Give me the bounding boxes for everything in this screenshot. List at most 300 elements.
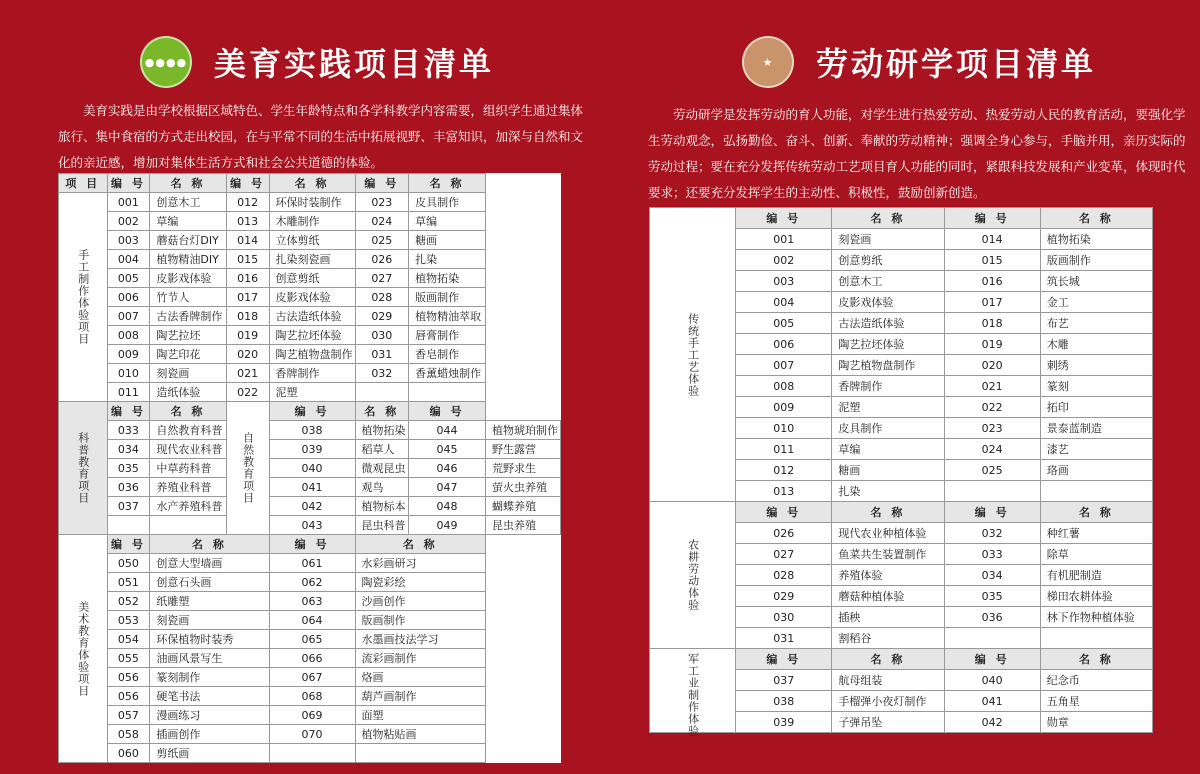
col-name: 名 称 xyxy=(150,402,226,421)
item-name: 环保植物时装秀 xyxy=(150,630,269,649)
category-art: 美术教育体验项目 xyxy=(59,535,108,763)
table-row xyxy=(650,502,1153,523)
item-number: 013 xyxy=(736,481,832,502)
item-name: 创意木工 xyxy=(150,193,226,212)
item-number: 010 xyxy=(736,418,832,439)
item-number: 023 xyxy=(944,418,1040,439)
item-name: 香牌制作 xyxy=(269,364,355,383)
item-number: 004 xyxy=(107,250,150,269)
item-number: 013 xyxy=(226,212,269,231)
item-number: 012 xyxy=(226,193,269,212)
item-name: 植物琥珀制作 xyxy=(486,421,561,440)
item-name: 陶艺拉坯体验 xyxy=(269,326,355,345)
item-name: 创意剪纸 xyxy=(269,269,355,288)
item-number: 062 xyxy=(269,573,355,592)
item-number: 030 xyxy=(355,326,409,345)
item-name: 稻草人 xyxy=(355,440,409,459)
item-number: 019 xyxy=(944,334,1040,355)
item-number: 024 xyxy=(355,212,409,231)
col-name: 名 称 xyxy=(269,174,355,193)
item-name: 漫画练习 xyxy=(150,706,269,725)
item-name: 植物精油DIY xyxy=(150,250,226,269)
item-name: 古法造纸体验 xyxy=(269,307,355,326)
item-number: 050 xyxy=(107,554,150,573)
item-name: 割稻谷 xyxy=(832,628,944,649)
item-name: 陶艺植物盘制作 xyxy=(832,355,944,376)
item-number: 042 xyxy=(944,712,1040,733)
table-row xyxy=(59,383,561,402)
item-number: 025 xyxy=(944,460,1040,481)
item-name: 古法香牌制作 xyxy=(150,307,226,326)
item-number: 019 xyxy=(226,326,269,345)
item-name: 现代农业科普 xyxy=(150,440,226,459)
item-number: 069 xyxy=(269,706,355,725)
item-number: 032 xyxy=(944,523,1040,544)
table-row xyxy=(59,573,561,592)
item-number: 041 xyxy=(944,691,1040,712)
item-name: 水墨画技法学习 xyxy=(355,630,485,649)
table-row xyxy=(59,440,561,459)
item-name: 纸雕塑 xyxy=(150,592,269,611)
item-name: 版画制作 xyxy=(1040,250,1152,271)
item-name: 养殖体验 xyxy=(832,565,944,586)
item-number: 025 xyxy=(355,231,409,250)
table-row xyxy=(59,250,561,269)
item-name xyxy=(150,516,226,535)
item-number: 001 xyxy=(736,229,832,250)
item-number: 009 xyxy=(107,345,150,364)
item-name: 陶瓷彩绘 xyxy=(355,573,485,592)
table-row xyxy=(59,592,561,611)
item-number xyxy=(944,481,1040,502)
item-number: 020 xyxy=(944,355,1040,376)
col-name: 名 称 xyxy=(1040,208,1152,229)
item-name: 木雕 xyxy=(1040,334,1152,355)
item-number: 066 xyxy=(269,649,355,668)
table-row xyxy=(59,706,561,725)
item-number: 007 xyxy=(107,307,150,326)
item-number: 058 xyxy=(107,725,150,744)
item-name: 立体剪纸 xyxy=(269,231,355,250)
item-number: 038 xyxy=(269,421,355,440)
item-name: 金工 xyxy=(1040,292,1152,313)
col-num: 编 号 xyxy=(107,535,150,554)
item-name: 纪念币 xyxy=(1040,670,1152,691)
item-number: 033 xyxy=(107,421,150,440)
item-name: 唇膏制作 xyxy=(409,326,486,345)
col-num: 编 号 xyxy=(226,174,269,193)
item-name: 航母组装 xyxy=(832,670,944,691)
item-number: 061 xyxy=(269,554,355,573)
table-row xyxy=(59,554,561,573)
col-num: 编 号 xyxy=(736,649,832,670)
item-number: 003 xyxy=(736,271,832,292)
col-name: 名 称 xyxy=(409,174,486,193)
item-number: 063 xyxy=(269,592,355,611)
item-number: 024 xyxy=(944,439,1040,460)
item-number: 028 xyxy=(736,565,832,586)
item-name: 草编 xyxy=(409,212,486,231)
item-number: 037 xyxy=(736,670,832,691)
table-row xyxy=(650,649,1153,670)
aesthetic-header xyxy=(140,34,494,90)
item-name: 香牌制作 xyxy=(832,376,944,397)
item-name: 版画制作 xyxy=(409,288,486,307)
item-name: 皮具制作 xyxy=(409,193,486,212)
item-name: 昆虫科普 xyxy=(355,516,409,535)
table-row xyxy=(59,725,561,744)
item-name: 陶艺印花 xyxy=(150,345,226,364)
item-number: 044 xyxy=(409,421,486,440)
item-number xyxy=(944,628,1040,649)
item-name: 流彩画制作 xyxy=(355,649,485,668)
labor-title: 劳动研学项目清单 xyxy=(816,45,1097,83)
item-number: 034 xyxy=(944,565,1040,586)
item-name: 微观昆虫 xyxy=(355,459,409,478)
item-name: 篆刻 xyxy=(1040,376,1152,397)
table-row xyxy=(59,345,561,364)
item-number: 008 xyxy=(107,326,150,345)
table-row xyxy=(59,630,561,649)
col-num: 编 号 xyxy=(944,208,1040,229)
item-name: 水彩画研习 xyxy=(355,554,485,573)
labor-header xyxy=(742,34,1096,90)
item-number: 046 xyxy=(409,459,486,478)
item-number: 004 xyxy=(736,292,832,313)
item-name: 皮影戏体验 xyxy=(269,288,355,307)
item-name: 五角星 xyxy=(1040,691,1152,712)
table-row xyxy=(59,421,561,440)
item-number: 035 xyxy=(107,459,150,478)
item-number: 022 xyxy=(944,397,1040,418)
item-name: 篆刻制作 xyxy=(150,668,269,687)
item-name: 植物标本 xyxy=(355,497,409,516)
table-row xyxy=(59,516,561,535)
table-row xyxy=(59,326,561,345)
col-num: 编 号 xyxy=(355,174,409,193)
item-number xyxy=(107,516,150,535)
item-name: 竹节人 xyxy=(150,288,226,307)
item-number: 040 xyxy=(944,670,1040,691)
children-logo-icon: ●●●● xyxy=(140,36,192,88)
item-number: 056 xyxy=(107,687,150,706)
item-name: 除草 xyxy=(1040,544,1152,565)
col-num: 编 号 xyxy=(944,649,1040,670)
item-name: 植物精油萃取 xyxy=(409,307,486,326)
item-number: 021 xyxy=(226,364,269,383)
category-farming: 农耕劳动体验 xyxy=(650,502,736,649)
item-number: 047 xyxy=(409,478,486,497)
item-number: 027 xyxy=(736,544,832,565)
item-name: 版画制作 xyxy=(355,611,485,630)
item-name: 刺绣 xyxy=(1040,355,1152,376)
item-name: 插画创作 xyxy=(150,725,269,744)
item-name: 蝴蝶养殖 xyxy=(486,497,561,516)
table-row xyxy=(59,687,561,706)
item-number: 017 xyxy=(944,292,1040,313)
item-number: 035 xyxy=(944,586,1040,607)
item-name: 皮具制作 xyxy=(832,418,944,439)
item-name: 养殖业科普 xyxy=(150,478,226,497)
item-number: 031 xyxy=(736,628,832,649)
labor-intro: 劳动研学是发挥劳动的育人功能，对学生进行热爱劳动、热爱劳动人民的教育活动，要强化学生劳动观念，弘扬勤俭、奋斗、创新、奉献的劳动精神；强调全身心参与，手脑并用，亲历实际的劳动过程；要在充分发挥传统劳动工艺项目育人功能的同时，紧跟科技发展和产业变革，体现时代要求；还要充分发挥学生的主动性、积极性，鼓励创新创造。 xyxy=(648,107,1186,200)
item-name: 香皂制作 xyxy=(409,345,486,364)
item-name: 油画风景写生 xyxy=(150,649,269,668)
item-number: 039 xyxy=(736,712,832,733)
item-name: 种红薯 xyxy=(1040,523,1152,544)
aesthetic-table xyxy=(58,173,561,763)
item-number: 037 xyxy=(107,497,150,516)
item-name: 水产养殖科普 xyxy=(150,497,226,516)
item-number: 002 xyxy=(736,250,832,271)
item-number: 040 xyxy=(269,459,355,478)
item-name: 拓印 xyxy=(1040,397,1152,418)
col-num: 编 号 xyxy=(736,502,832,523)
item-number: 026 xyxy=(355,250,409,269)
item-name: 荒野求生 xyxy=(486,459,561,478)
table-row xyxy=(59,668,561,687)
item-number: 007 xyxy=(736,355,832,376)
item-number: 015 xyxy=(226,250,269,269)
item-name: 昆虫养殖 xyxy=(486,516,561,535)
item-name: 葫芦画制作 xyxy=(355,687,485,706)
item-name xyxy=(1040,481,1152,502)
item-number: 056 xyxy=(107,668,150,687)
item-number: 057 xyxy=(107,706,150,725)
item-name: 刻瓷画 xyxy=(832,229,944,250)
col-num: 编 号 xyxy=(269,535,355,554)
item-number: 036 xyxy=(107,478,150,497)
item-number: 053 xyxy=(107,611,150,630)
labor-table xyxy=(649,207,1153,737)
item-name: 布艺 xyxy=(1040,313,1152,334)
item-number: 028 xyxy=(355,288,409,307)
col-num: 编 号 xyxy=(269,402,355,421)
col-name: 名 称 xyxy=(355,535,485,554)
col-num: 编 号 xyxy=(409,402,486,421)
aesthetic-intro: 美育实践是由学校根据区域特色、学生年龄特点和各学科教学内容需要，组织学生通过集体旅行、集中食宿的方式走出校园，在与平常不同的生活中拓展视野、丰富知识，加深与自然和文化的亲近感，增加对集体生活方式和社会公共道德的体验。 xyxy=(58,103,584,170)
item-number: 018 xyxy=(944,313,1040,334)
item-number: 039 xyxy=(269,440,355,459)
item-number: 031 xyxy=(355,345,409,364)
item-name: 筑长城 xyxy=(1040,271,1152,292)
item-number: 012 xyxy=(736,460,832,481)
item-name: 糖画 xyxy=(832,460,944,481)
item-name: 古法造纸体验 xyxy=(832,313,944,334)
item-number: 036 xyxy=(944,607,1040,628)
item-number: 045 xyxy=(409,440,486,459)
table-row xyxy=(650,208,1153,229)
item-number: 048 xyxy=(409,497,486,516)
item-name: 皮影戏体验 xyxy=(150,269,226,288)
item-number: 054 xyxy=(107,630,150,649)
table-row xyxy=(59,744,561,763)
item-name: 皮影戏体验 xyxy=(832,292,944,313)
item-name: 景泰蓝制造 xyxy=(1040,418,1152,439)
item-name: 沙画创作 xyxy=(355,592,485,611)
item-number: 014 xyxy=(944,229,1040,250)
item-name: 野生露营 xyxy=(486,440,561,459)
item-name: 香薰蜡烛制作 xyxy=(409,364,486,383)
table-row xyxy=(59,288,561,307)
item-number: 015 xyxy=(944,250,1040,271)
item-name: 烙画 xyxy=(355,668,485,687)
col-name: 名 称 xyxy=(150,174,226,193)
item-number xyxy=(355,383,409,402)
item-number: 041 xyxy=(269,478,355,497)
col-num: 编 号 xyxy=(107,402,150,421)
item-name: 植物拓染 xyxy=(409,269,486,288)
item-name: 环保时装制作 xyxy=(269,193,355,212)
item-name: 鱼菜共生装置制作 xyxy=(832,544,944,565)
item-number: 052 xyxy=(107,592,150,611)
item-name: 草编 xyxy=(832,439,944,460)
item-name: 植物粘贴画 xyxy=(355,725,485,744)
table-row xyxy=(59,649,561,668)
item-name: 现代农业种植体验 xyxy=(832,523,944,544)
item-name: 中草药科普 xyxy=(150,459,226,478)
item-name: 创意大型墙画 xyxy=(150,554,269,573)
item-number: 026 xyxy=(736,523,832,544)
item-number: 055 xyxy=(107,649,150,668)
table-row xyxy=(59,478,561,497)
item-name: 扎染 xyxy=(409,250,486,269)
item-number: 032 xyxy=(355,364,409,383)
item-number: 018 xyxy=(226,307,269,326)
col-num: 编 号 xyxy=(736,208,832,229)
category-traditional: 传统手工艺体验 xyxy=(650,208,736,502)
item-number: 005 xyxy=(736,313,832,334)
item-number: 002 xyxy=(107,212,150,231)
item-number: 070 xyxy=(269,725,355,744)
item-name: 刻瓷画 xyxy=(150,364,226,383)
item-number: 029 xyxy=(355,307,409,326)
item-number: 006 xyxy=(107,288,150,307)
item-name: 漆艺 xyxy=(1040,439,1152,460)
item-name: 自然教育科普 xyxy=(150,421,226,440)
item-number: 038 xyxy=(736,691,832,712)
item-number: 049 xyxy=(409,516,486,535)
item-number: 029 xyxy=(736,586,832,607)
item-name: 植物拓染 xyxy=(355,421,409,440)
item-name: 珞画 xyxy=(1040,460,1152,481)
item-name: 观鸟 xyxy=(355,478,409,497)
item-name: 林下作物种植体验 xyxy=(1040,607,1152,628)
table-row xyxy=(59,459,561,478)
item-name: 陶艺植物盘制作 xyxy=(269,345,355,364)
item-name xyxy=(355,744,485,763)
item-number: 033 xyxy=(944,544,1040,565)
table-row xyxy=(59,364,561,383)
item-number: 023 xyxy=(355,193,409,212)
aesthetic-title: 美育实践项目清单 xyxy=(214,45,495,83)
table-row xyxy=(59,402,561,421)
table-row xyxy=(59,535,561,554)
item-name: 创意剪纸 xyxy=(832,250,944,271)
item-number: 064 xyxy=(269,611,355,630)
item-name: 扎染 xyxy=(832,481,944,502)
item-name: 剪纸画 xyxy=(150,744,269,763)
table-row xyxy=(59,212,561,231)
item-number: 022 xyxy=(226,383,269,402)
item-name: 泥塑 xyxy=(269,383,355,402)
item-name: 创意木工 xyxy=(832,271,944,292)
item-number: 042 xyxy=(269,497,355,516)
labor-logo-icon: ★ xyxy=(742,36,794,88)
item-number: 067 xyxy=(269,668,355,687)
item-number: 065 xyxy=(269,630,355,649)
table-row xyxy=(59,611,561,630)
col-name: 名 称 xyxy=(832,649,944,670)
table-row xyxy=(59,497,561,516)
item-number: 010 xyxy=(107,364,150,383)
item-name: 陶艺拉坯体验 xyxy=(832,334,944,355)
category-military: 军工业制作体验 xyxy=(650,649,736,733)
col-name: 名 称 xyxy=(355,402,409,421)
col-name: 名 称 xyxy=(1040,502,1152,523)
item-name: 刻瓷画 xyxy=(150,611,269,630)
table-row xyxy=(59,307,561,326)
item-number: 016 xyxy=(226,269,269,288)
col-num: 编 号 xyxy=(107,174,150,193)
item-number: 068 xyxy=(269,687,355,706)
item-name: 萤火虫养殖 xyxy=(486,478,561,497)
item-number: 043 xyxy=(269,516,355,535)
item-name: 扎染刻瓷画 xyxy=(269,250,355,269)
category-nature: 自然教育项目 xyxy=(226,402,269,535)
col-item: 项 目 xyxy=(59,174,108,193)
item-number: 027 xyxy=(355,269,409,288)
item-name: 梯田农耕体验 xyxy=(1040,586,1152,607)
item-name: 手榴弹小夜灯制作 xyxy=(832,691,944,712)
category-handcraft: 手工制作体验项目 xyxy=(59,193,108,402)
col-num: 编 号 xyxy=(944,502,1040,523)
item-number: 011 xyxy=(107,383,150,402)
item-name: 有机肥制造 xyxy=(1040,565,1152,586)
item-name: 蘑菇种植体验 xyxy=(832,586,944,607)
item-number: 020 xyxy=(226,345,269,364)
item-number: 009 xyxy=(736,397,832,418)
item-number: 003 xyxy=(107,231,150,250)
col-name: 名 称 xyxy=(832,208,944,229)
item-name: 创意石头画 xyxy=(150,573,269,592)
category-science: 科普教育项目 xyxy=(59,402,108,535)
item-number: 030 xyxy=(736,607,832,628)
item-name: 糖画 xyxy=(409,231,486,250)
item-number: 011 xyxy=(736,439,832,460)
item-name: 植物拓染 xyxy=(1040,229,1152,250)
table-row xyxy=(59,193,561,212)
item-name: 面塑 xyxy=(355,706,485,725)
col-name: 名 称 xyxy=(150,535,269,554)
item-name xyxy=(409,383,486,402)
item-number: 060 xyxy=(107,744,150,763)
item-number: 016 xyxy=(944,271,1040,292)
item-name: 造纸体验 xyxy=(150,383,226,402)
item-name: 子弹吊坠 xyxy=(832,712,944,733)
col-name: 名 称 xyxy=(832,502,944,523)
item-name: 草编 xyxy=(150,212,226,231)
table-row xyxy=(59,269,561,288)
item-number xyxy=(269,744,355,763)
item-name: 木雕制作 xyxy=(269,212,355,231)
col-name: 名 称 xyxy=(1040,649,1152,670)
item-number: 014 xyxy=(226,231,269,250)
item-name: 硬笔书法 xyxy=(150,687,269,706)
item-name xyxy=(1040,628,1152,649)
item-name: 插秧 xyxy=(832,607,944,628)
table-row xyxy=(59,231,561,250)
